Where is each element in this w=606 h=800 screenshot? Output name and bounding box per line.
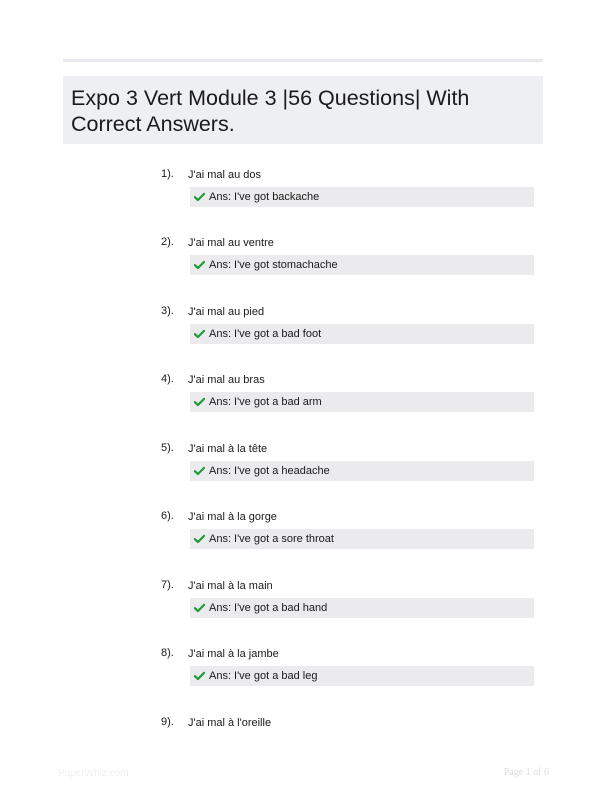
check-icon: [194, 534, 205, 544]
answer-prefix: Ans:: [209, 602, 232, 614]
check-icon: [194, 192, 205, 202]
answer-text: I've got a bad leg: [234, 670, 318, 682]
question-text: J'ai mal au dos: [188, 169, 262, 181]
question-item: [0, 578, 606, 638]
check-icon: [194, 397, 205, 407]
question-text: J'ai mal à la main: [188, 580, 273, 592]
question-item: [0, 372, 606, 432]
question-number: 2).: [161, 236, 174, 248]
question-text: J'ai mal au pied: [188, 306, 265, 318]
question-item: [0, 167, 606, 227]
question-text: J'ai mal au bras: [188, 374, 265, 386]
question-text: J'ai mal à la gorge: [188, 511, 277, 523]
answer-prefix: Ans:: [209, 533, 232, 545]
answer-text: I've got stomachache: [234, 259, 338, 271]
answer-text: I've got backache: [234, 191, 320, 203]
question-text: J'ai mal à la jambe: [188, 648, 279, 660]
answer-box: [190, 324, 534, 344]
answer-prefix: Ans:: [209, 670, 232, 682]
document-title: Expo 3 Vert Module 3 |56 Questions| With Correct Answers.: [71, 86, 470, 136]
question-text: J'ai mal à l'oreille: [188, 717, 272, 729]
question-item: [0, 509, 606, 569]
question-item: [0, 715, 606, 775]
question-text: J'ai mal au ventre: [188, 237, 274, 249]
answer-prefix: Ans:: [209, 259, 232, 271]
question-number: 6).: [161, 510, 174, 522]
answer-prefix: Ans:: [209, 396, 232, 408]
answer-box: [190, 187, 534, 207]
check-icon: [194, 603, 205, 613]
question-text: J'ai mal à la tête: [188, 443, 268, 455]
answer-box: [190, 598, 534, 618]
answer-text: I've got a headache: [234, 465, 330, 477]
check-icon: [194, 329, 205, 339]
answer-box: [190, 461, 534, 481]
check-icon: [194, 671, 205, 681]
question-item: [0, 304, 606, 364]
question-number: 4).: [161, 373, 174, 385]
question-item: [0, 235, 606, 295]
answer-box: [190, 529, 534, 549]
question-number: 1).: [161, 168, 174, 180]
answer-box: [190, 392, 534, 412]
question-item: [0, 646, 606, 706]
answer-text: I've got a sore throat: [234, 533, 334, 545]
question-item: [0, 441, 606, 501]
question-number: 5).: [161, 442, 174, 454]
answer-box: [190, 666, 534, 686]
question-number: 7).: [161, 579, 174, 591]
answer-prefix: Ans:: [209, 191, 232, 203]
footer-watermark: PaperWhiz.com: [58, 768, 129, 779]
question-number: 9).: [161, 716, 174, 728]
answer-text: I've got a bad foot: [234, 328, 322, 340]
answer-prefix: Ans:: [209, 328, 232, 340]
answer-box: [190, 255, 534, 275]
question-number: 8).: [161, 647, 174, 659]
answer-prefix: Ans:: [209, 465, 232, 477]
check-icon: [194, 466, 205, 476]
check-icon: [194, 260, 205, 270]
answer-text: I've got a bad hand: [234, 602, 328, 614]
question-number: 3).: [161, 305, 174, 317]
answer-text: I've got a bad arm: [234, 396, 322, 408]
page-indicator: Page 1 of 6: [503, 767, 549, 778]
